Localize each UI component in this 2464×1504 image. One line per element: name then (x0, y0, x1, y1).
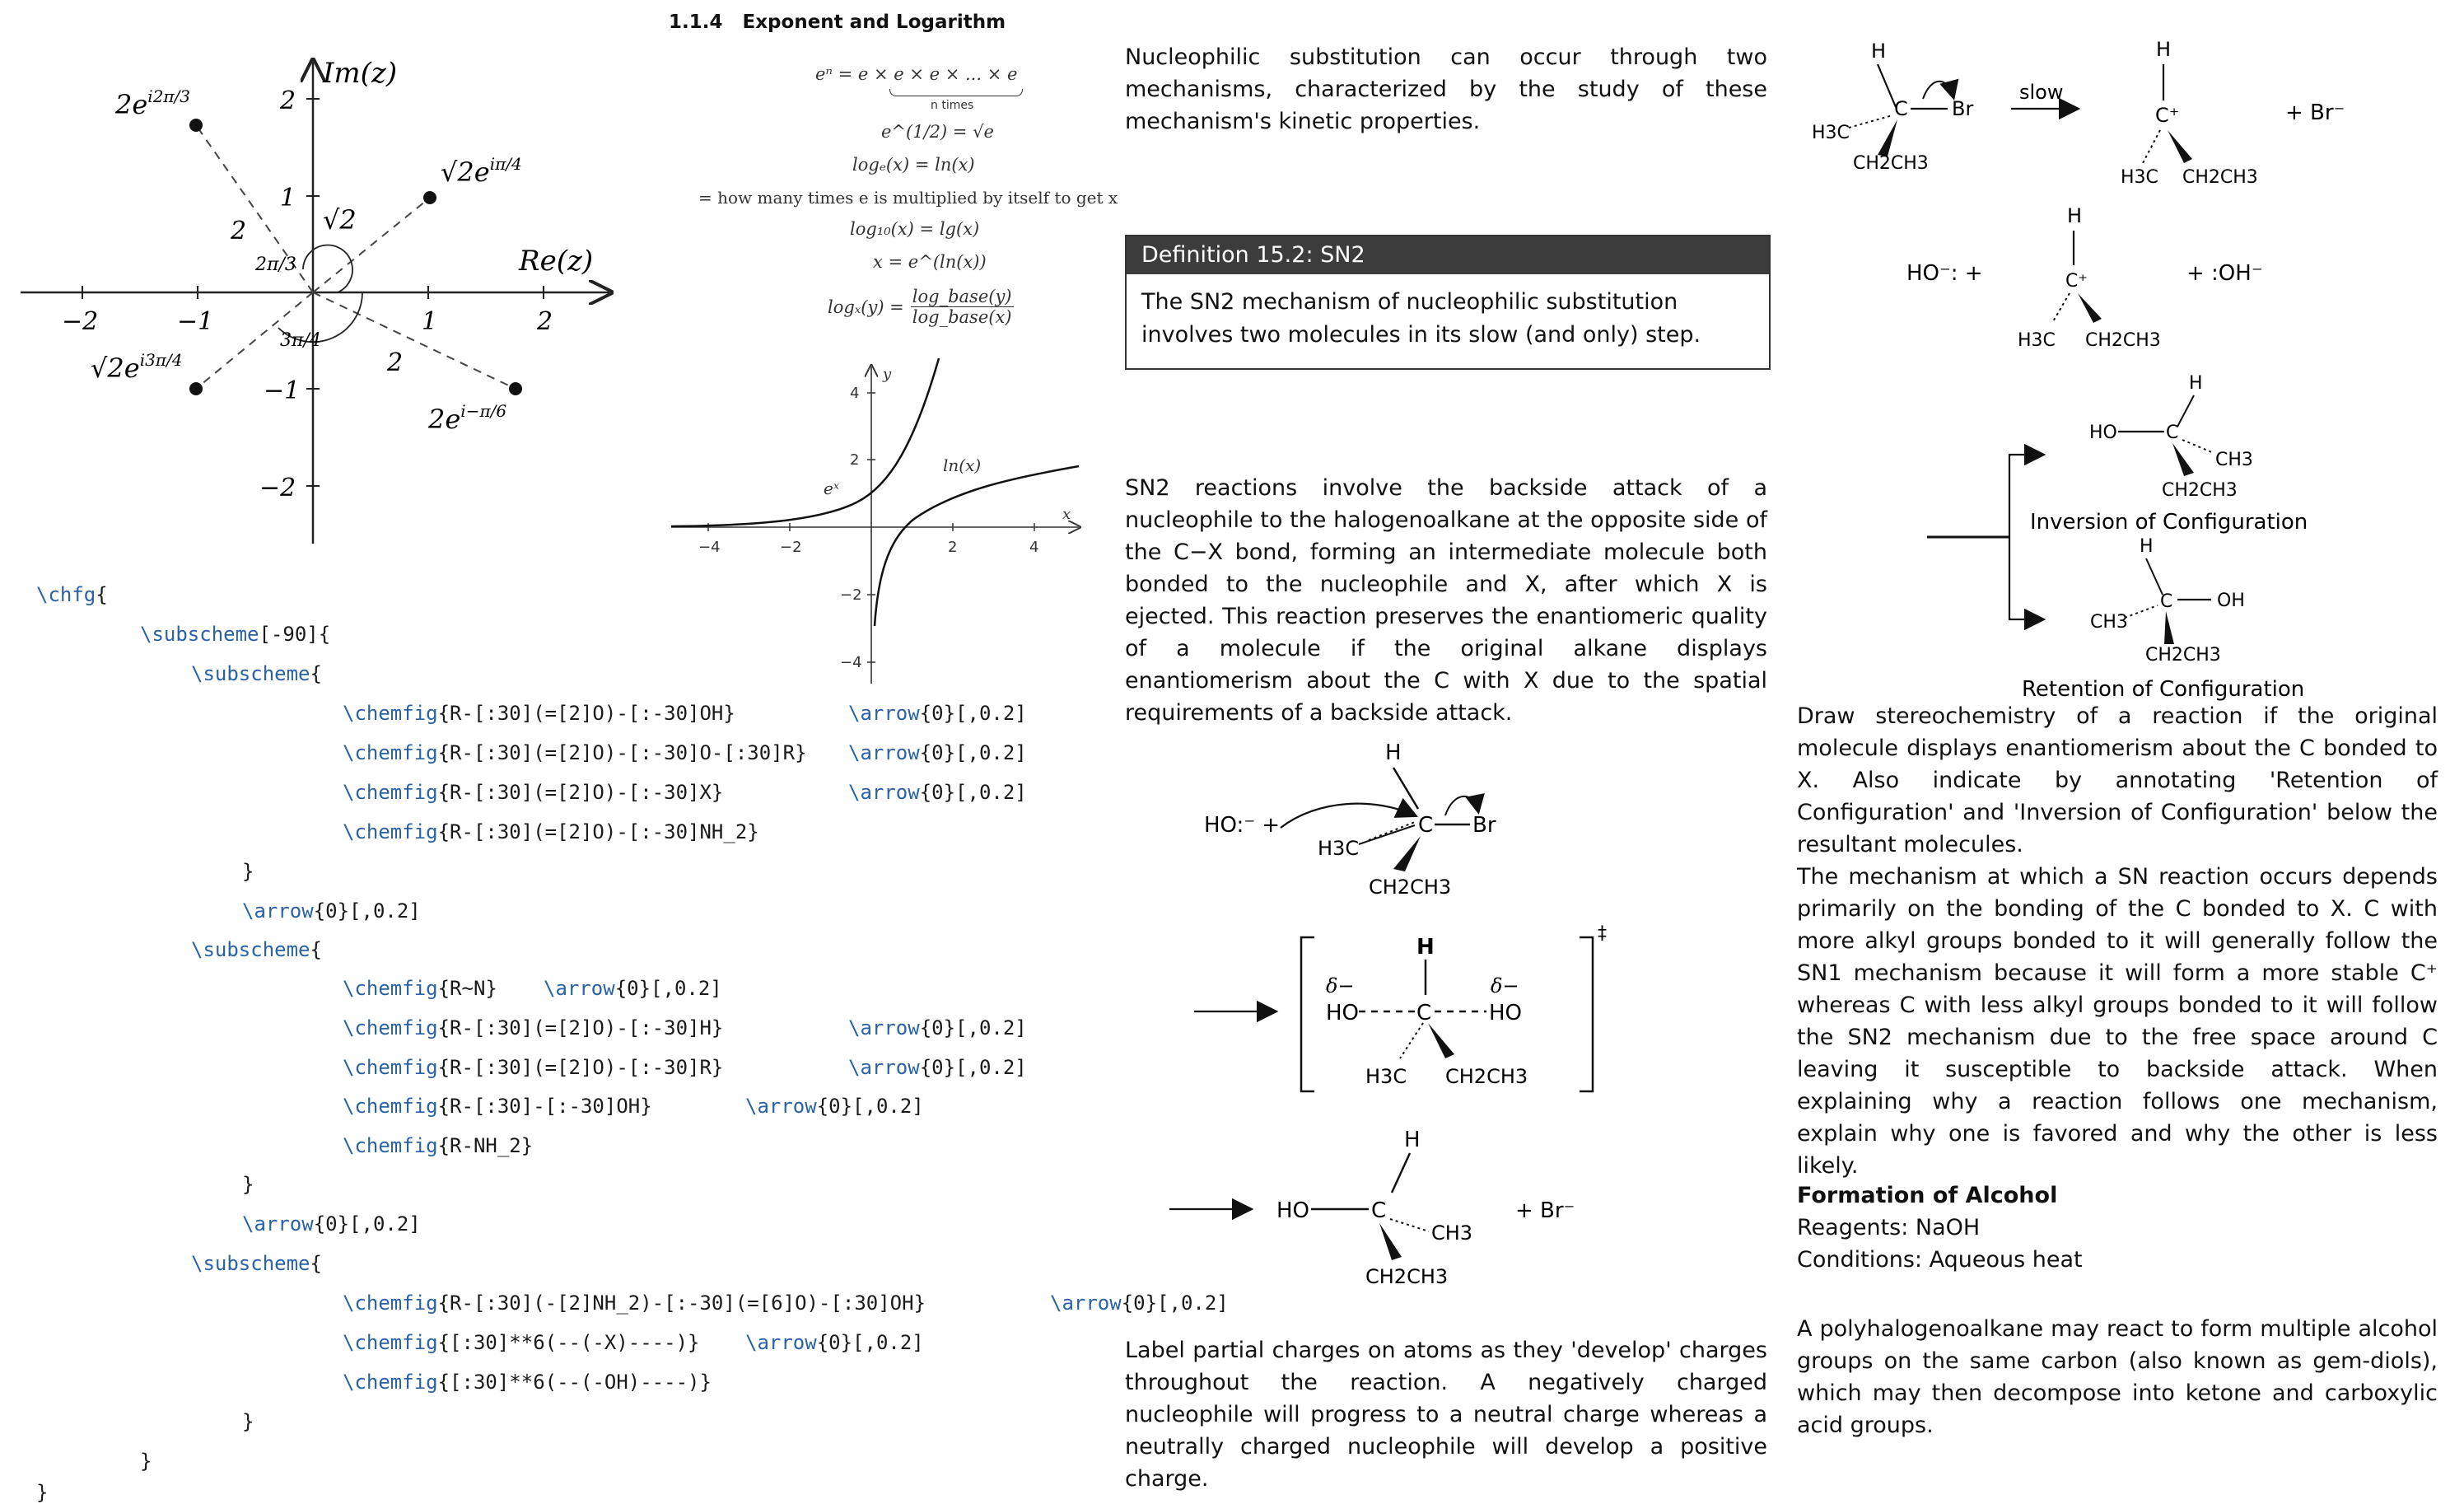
sn2-mechanism-diagram (1153, 725, 1614, 1301)
sn2-intro: Nucleophilic substitution can occur through two mechanisms, characterized by the study of these mechanism's kinetic properties. (1125, 44, 1767, 134)
sn1-mechanism-diagram (1795, 25, 2454, 708)
sn1-inv-ch2ch3: CH2CH3 (2162, 480, 2238, 501)
sn1-slow-label: slow (2019, 81, 2064, 104)
sn1-ret-c: C (2160, 591, 2173, 612)
alcohol-conditions: Conditions: Aqueous heat (1797, 1247, 2083, 1273)
exp-eq6: x = e^(ln(x)) (873, 252, 987, 272)
sn2-ts-ho-left: HO (1326, 1001, 1360, 1025)
sn1-s2-h: H (2067, 204, 2083, 227)
y-tick-2: 2 (280, 86, 296, 115)
ln-curve (875, 466, 1079, 626)
g-ytick-neg2: −2 (840, 586, 862, 604)
x-tick-1: 1 (422, 307, 438, 336)
g-axis-y: y (883, 366, 892, 383)
y-tick-neg2: −2 (259, 474, 296, 502)
sn1-retention-label: Retention of Configuration (2022, 677, 2305, 702)
definition-body: The SN2 mechanism of nucleophilic substitution involves two molecules in its slow (and only) step. (1141, 289, 1701, 348)
sn2-p-h: H (1404, 1128, 1421, 1152)
point-2e-i2pi3 (189, 119, 203, 132)
code-line: \chemfig{R-NH_2} (343, 1134, 534, 1157)
sn1-oh-minus: + :OH⁻ (2186, 261, 2263, 286)
exp-eq1-under: n times (931, 99, 974, 112)
sn2-p-c: C (1371, 1198, 1387, 1223)
code-line: \chemfig{R-[:30](=[2]O)-[:-30]OH} (343, 702, 735, 725)
code-line: \arrow{0}[,0.2] (242, 899, 421, 922)
alcohol-title: Formation of Alcohol (1797, 1183, 2058, 1208)
sn1-s2-ch2ch3: CH2CH3 (2085, 330, 2161, 351)
code-line: \subscheme{ (191, 662, 322, 685)
y-tick-1: 1 (280, 184, 296, 213)
sn1-br-minus: + Br⁻ (2285, 100, 2345, 125)
code-line: \chemfig{R-[:30](=[2]O)-[:-30]X} (343, 781, 724, 804)
point-2e-ineg-pi6 (509, 382, 522, 395)
sn1-ret-ch3: CH3 (2090, 612, 2128, 633)
sn1-cat-h: H (2156, 38, 2172, 61)
sn1-s2-h3c: H3C (2018, 330, 2056, 351)
g-label-ln: ln(x) (943, 455, 982, 475)
sn2-p-ch2ch3: CH2CH3 (1365, 1265, 1449, 1288)
angle-label-3pi4: 3π/4 (280, 330, 321, 351)
sn1-inv-c: C (2166, 423, 2179, 443)
complex-plane-figure (0, 33, 642, 560)
sn1-r-ch2ch3: CH2CH3 (1853, 153, 1929, 174)
code-arrow: \arrow{0}[,0.2] (848, 741, 1027, 764)
sn2-r-c: C (1418, 813, 1434, 838)
right-para-1: Draw stereochemistry of a reaction if the original molecule displays enantiomerism about the C bonded to X. Also indicate by annotating 'Retention of Configuration' and 'Inversion of Configuration' below the resultant molecules. (1797, 703, 2438, 857)
sn2-ts-mark: ‡ (1598, 923, 1607, 944)
sn1-inv-h: H (2189, 373, 2203, 394)
sn1-ret-ch2ch3: CH2CH3 (2145, 645, 2221, 666)
sn2-p-br: + Br⁻ (1515, 1198, 1575, 1223)
code-line: \chemfig{R-[:30](=[2]O)-[:-30]R} (343, 1056, 724, 1079)
g-label-exp: eˣ (824, 479, 839, 498)
angle-label-2pi3: 2π/3 (255, 255, 296, 275)
code-arrow: \arrow{0}[,0.2] (544, 977, 722, 1000)
g-ytick-4: 4 (850, 385, 860, 402)
sn1-inv-ch3: CH3 (2215, 450, 2253, 470)
sn2-ts-ho-right: HO (1489, 1001, 1523, 1025)
exp-eq1: eⁿ = e × e × e × ... × e (815, 64, 1018, 84)
im-axis-label: Im(z) (323, 57, 398, 90)
code-line: \chemfig{[:30]**6(--(-X)----)} (343, 1331, 700, 1354)
code-line: } (140, 1450, 152, 1473)
point-sqrt2e-i3pi4 (189, 382, 203, 395)
exp-log-heading: 1.1.4 Exponent and Logarithm (669, 12, 1006, 33)
code-line: \subscheme[-90]{ (140, 623, 331, 646)
code-listing (0, 577, 1318, 1504)
g-xtick-4: 4 (1029, 539, 1039, 556)
x-tick-neg2: −2 (62, 307, 99, 336)
g-ytick-2: 2 (850, 451, 860, 469)
code-arrow: \arrow{0}[,0.2] (848, 1016, 1027, 1039)
code-line: } (242, 1410, 254, 1433)
code-arrow: \arrow{0}[,0.2] (745, 1331, 924, 1354)
sn1-r-c: C (1894, 97, 1908, 120)
exp-ln-graph (667, 354, 1087, 692)
sn2-ts-c: C (1416, 1001, 1432, 1025)
sn1-r-h: H (1871, 40, 1887, 63)
code-arrow: \arrow{0}[,0.2] (848, 1056, 1027, 1079)
code-line: } (242, 1173, 254, 1196)
sn1-inversion-label: Inversion of Configuration (2030, 510, 2308, 535)
sn1-s2-c: C⁺ (2065, 271, 2088, 292)
exp-eq1-underbrace (889, 89, 1023, 96)
sn2-ts-ch2ch3: CH2CH3 (1445, 1065, 1528, 1088)
sn1-ret-oh: OH (2217, 591, 2245, 611)
x-tick-2: 2 (537, 307, 553, 336)
sn1-r-h3c: H3C (1812, 123, 1850, 143)
sn1-cat-ch2ch3: CH2CH3 (2182, 167, 2258, 188)
sn2-r-br: Br (1472, 813, 1496, 838)
sn1-inv-ho: HO (2089, 423, 2117, 443)
re-axis-label: Re(z) (519, 245, 594, 278)
sn2-r-h: H (1385, 740, 1402, 765)
code-line: \chemfig{R-[:30](=[2]O)-[:-30]O-[:30]R} (343, 741, 807, 764)
x-tick-neg1: −1 (177, 307, 214, 336)
definition-title: Definition 15.2: SN2 (1127, 236, 1769, 274)
right-para-2: The mechanism at which a SN reaction occurs depends primarily on the bonding of the C bonded to X. C with more alkyl groups bonded to it will generally follow the SN1 mechanism because it will form a more stable C⁺ whereas C with less alkyl groups bonded to it will follow the SN2 mechanism due to the free space around C leaving it susceptible to backside attack. When explaining why a reaction follows one mechanism, explain why one is favored and why the other is less likely. (1797, 864, 2438, 1179)
code-line: \chemfig{R~N} (343, 977, 497, 1000)
code-line: \arrow{0}[,0.2] (242, 1212, 421, 1235)
exp-eq5: log₁₀(x) = lg(x) (850, 219, 980, 239)
point-sqrt2e-ipi4 (423, 191, 436, 204)
code-line: \chfg{ (36, 583, 108, 606)
sn2-ts-h3c: H3C (1365, 1065, 1407, 1088)
code-line: \chemfig{R-[:30](=[2]O)-[:-30]H} (343, 1016, 724, 1039)
code-arrow: \arrow{0}[,0.2] (745, 1095, 924, 1118)
label-point-1: $2e^{i2\pi/3}$ (115, 86, 191, 120)
exp-eq2: e^(1/2) = √e (881, 122, 994, 142)
code-line: \chemfig{R-[:30](-[2]NH_2)-[:-30](=[6]O)-[:30]OH} (343, 1291, 926, 1315)
code-line: \subscheme{ (191, 1252, 322, 1275)
label-point-2: $√2e^{i\pi/4}$ (441, 154, 522, 188)
sn2-p-ch3: CH3 (1431, 1221, 1473, 1245)
g-ytick-neg4: −4 (840, 654, 862, 671)
alcohol-reagents: Reagents: NaOH (1797, 1215, 1981, 1240)
g-xtick-neg2: −2 (780, 539, 802, 556)
code-arrow: \arrow{0}[,0.2] (1050, 1291, 1229, 1315)
code-line: } (242, 860, 254, 883)
g-xtick-neg4: −4 (698, 539, 721, 556)
sn1-ret-h: H (2140, 536, 2154, 557)
exp-eq4: = how many times e is multiplied by itself to get x (698, 188, 1118, 208)
sn2-ts-h: H (1416, 935, 1435, 960)
label-point-4: $2e^{i-\pi/6}$ (428, 401, 507, 435)
segment-label-2: 2 (387, 348, 404, 377)
code-line: \chemfig{R-[:30](=[2]O)-[:-30]NH_2} (343, 820, 759, 843)
code-line: \chemfig{[:30]**6(--(-OH)----)} (343, 1371, 712, 1394)
g-axis-x: x (1062, 506, 1071, 523)
sn2-p-ho: HO (1276, 1198, 1310, 1223)
g-xtick-2: 2 (948, 539, 958, 556)
code-line: \chemfig{R-[:30]-[:-30]OH} (343, 1095, 652, 1118)
exp-curve (671, 358, 939, 526)
sn1-cat-c: C⁺ (2155, 104, 2180, 127)
segment-label-1: 2 (231, 217, 247, 245)
sn2-ts-delta-right: δ− (1491, 974, 1519, 997)
label-sqrt2: √2 (323, 204, 357, 236)
code-line: } (36, 1481, 49, 1504)
sn1-r-br: Br (1952, 97, 1974, 120)
exp-eq3: logₑ(x) = ln(x) (852, 155, 975, 175)
sn2-r-h3c: H3C (1318, 837, 1360, 860)
sn2-ts-delta-left: δ− (1326, 974, 1355, 997)
code-arrow: \arrow{0}[,0.2] (848, 702, 1027, 725)
y-tick-neg1: −1 (264, 376, 301, 405)
code-arrow: \arrow{0}[,0.2] (848, 781, 1027, 804)
angle-arc-2pi3 (303, 245, 352, 292)
sn1-cat-h3c: H3C (2121, 167, 2158, 188)
label-point-3: $√2e^{i3\pi/4}$ (91, 350, 183, 384)
right-para-3: A polyhalogenoalkane may react to form multiple alcohol groups on the same carbon (also known as gem-diols), which may then decompose into ketone and carboxylic acid groups. (1797, 1316, 2438, 1438)
exp-eq7: logₓ(y) = log_base(y) log_base(x) (828, 287, 1012, 327)
definition-box (1125, 235, 1771, 370)
sn1-ho-minus: HO⁻: + (1906, 261, 1983, 286)
sn2-r-nucleophile: HO:⁻ + (1204, 813, 1281, 838)
sn2-r-ch2ch3: CH2CH3 (1369, 876, 1452, 899)
sn2-label-para: Label partial charges on atoms as they 'develop' charges throughout the reaction. A negatively charged nucleophile will progress to a neutral charge whereas a neutrally charged nucleophile will develop a positive charge. (1125, 1338, 1767, 1492)
code-line: \subscheme{ (191, 938, 322, 961)
sn2-body: SN2 reactions involve the backside attack of a nucleophile to the halogenoalkane at the opposite side of the C−X bond, forming an intermediate molecule both bonded to the nucleophile and X, after which X is ejected. This reaction preserves the enantiomeric quality of a molecule if the original alkane displays enantiomerism about the C with X due to the spatial requirements of a backside attack. (1125, 475, 1767, 726)
